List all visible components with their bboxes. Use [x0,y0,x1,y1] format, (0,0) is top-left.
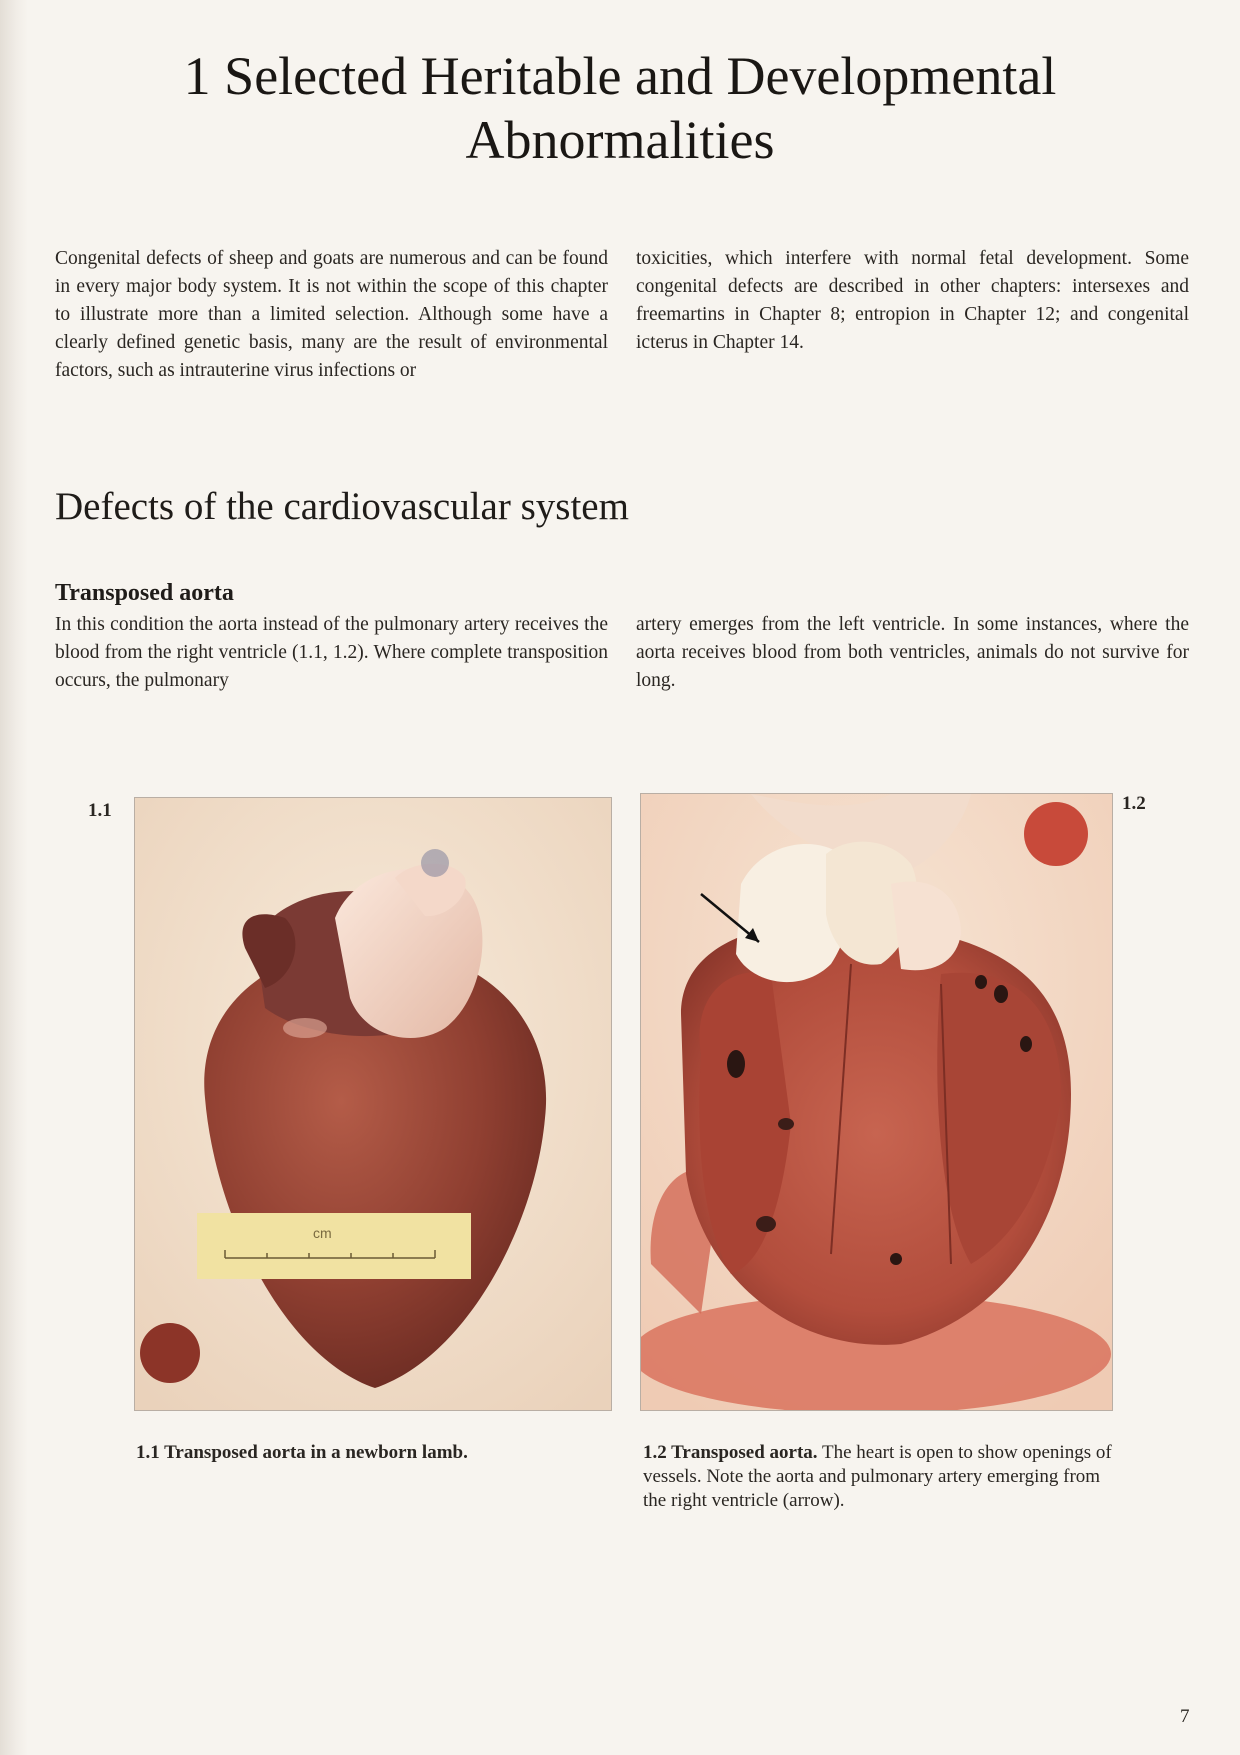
figure-2-caption [643,1441,1113,1513]
scale-bar-unit: cm [313,1225,332,1241]
figure-1-label: 1.1 [88,800,112,821]
page-edge-shadow [0,0,28,1755]
figure-2-caption-title: 1.2 Transposed aorta. [643,1442,818,1463]
subsection-heading: Transposed aorta [55,580,234,606]
intro-paragraph-right: toxicities, which interfere with normal fetal development. Some congenital defects are described in other chapters: intersexes and freemartins in Chapter 8; entropion in Chapter 12; and congenital icterus in Chapter 14. [636,248,1189,353]
chapter-title: 1 Selected Heritable and Developmental Abnormalities [183,46,1057,170]
figure-2-label: 1.2 [1122,793,1146,814]
body-paragraph-right: artery emerges from the left ventricle. In some instances, where the aorta receives blood from both ventricles, animals do not survive for long. [636,614,1189,691]
opened-heart-illustration [641,794,1112,1410]
body-paragraph-left: In this condition the aorta instead of the pulmonary artery receives the blood from the right ventricle (1.1, 1.2). Where complete transposition occurs, the pulmonary [55,614,608,691]
intro-paragraph-left: Congenital defects of sheep and goats are numerous and can be found in every major body system. It is not within the scope of this chapter to illustrate more than a limited selection. Although some have a clearly defined genetic basis, many are the result of environmental factors, such as intrauterine virus infections or [55,248,608,381]
figure-2-photo [640,793,1113,1411]
section-heading: Defects of the cardiovascular system [55,485,629,528]
figure-1-photo [134,797,612,1411]
heart-lamb-illustration [135,798,611,1410]
figure-2-caption-text: The heart is open to show openings of vessels. Note the aorta and pulmonary artery emerging from the right ventricle (arrow). [643,1442,1112,1511]
page-number: 7 [1180,1706,1190,1727]
figure-1-caption [136,1441,606,1465]
figure-1-caption-title: 1.1 Transposed aorta in a newborn lamb. [136,1442,468,1463]
